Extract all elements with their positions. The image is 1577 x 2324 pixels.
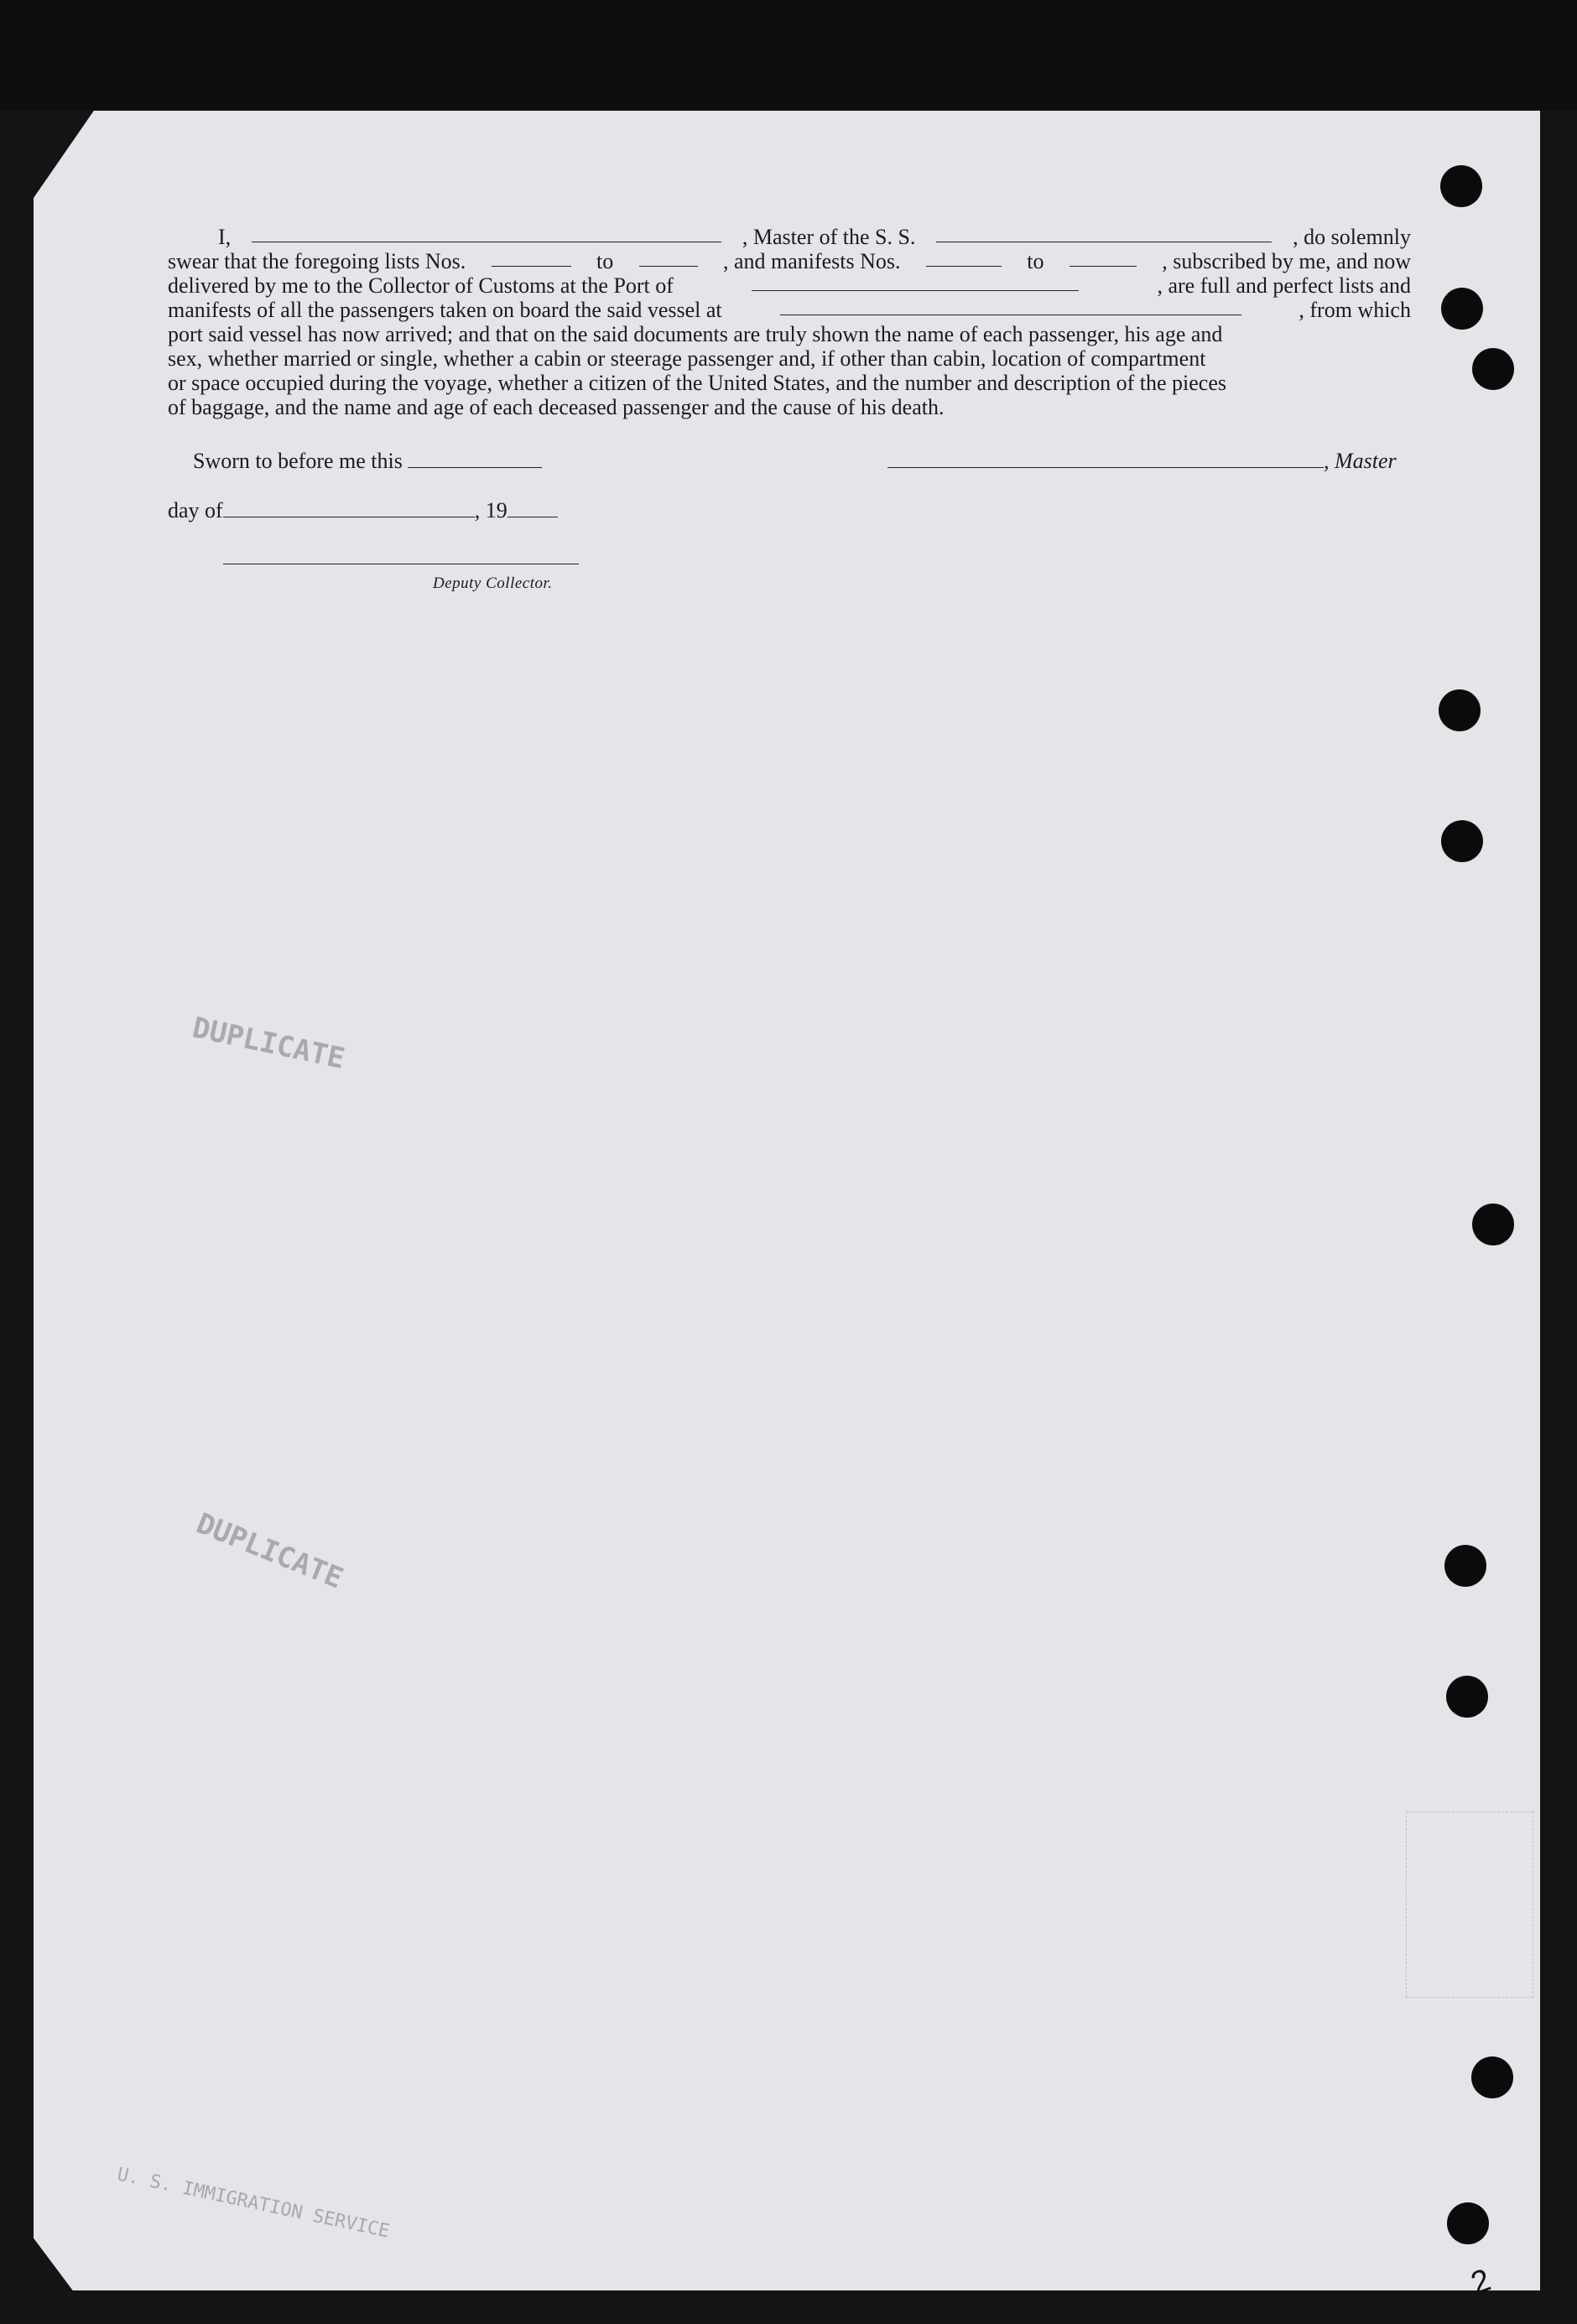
oath-port-of: delivered by me to the Collector of Customs at the Port of	[168, 273, 674, 298]
sworn-row	[193, 449, 542, 474]
binder-hole	[1472, 1204, 1514, 1245]
oath-from-which: , from which	[1299, 298, 1411, 322]
departure-port-blank	[780, 298, 1241, 315]
oath-manifests-nos: , and manifests Nos.	[722, 249, 901, 273]
month-blank	[223, 500, 475, 517]
deputy-collector-label: Deputy Collector.	[433, 575, 553, 592]
ship-name-blank	[936, 225, 1272, 242]
oath-vessel-at: manifests of all the passengers taken on board the said vessel at	[168, 298, 722, 322]
faint-bleedthrough-mark: U. S. IMMIGRATION SERVICE	[115, 2164, 392, 2243]
binder-hole	[1446, 1676, 1488, 1718]
lists-from-blank	[492, 249, 571, 267]
manifests-to-blank	[1070, 249, 1137, 267]
oath-subscribed: , subscribed by me, and now	[1162, 249, 1411, 273]
day-of-row	[168, 498, 558, 523]
oath-to-2: to	[1027, 249, 1044, 273]
deputy-collector-row	[433, 569, 553, 594]
day-of-label: day of	[168, 498, 223, 523]
oath-line-8: of baggage, and the name and age of each deceased passenger and the cause of his death.	[168, 395, 945, 419]
binder-hole	[1447, 2202, 1489, 2244]
duplicate-stamp-lower: DUPLICATE	[191, 1506, 348, 1596]
binder-hole	[1441, 820, 1483, 862]
port-blank	[752, 273, 1079, 291]
oath-do-solemnly: , do solemnly	[1293, 225, 1411, 249]
page-corner-mark: 2	[1466, 2262, 1496, 2302]
binder-hole	[1471, 2056, 1513, 2098]
oath-line-1	[168, 225, 1411, 249]
binder-hole	[1472, 348, 1514, 390]
binder-hole	[1440, 165, 1482, 207]
oath-full-perfect: , are full and perfect lists and	[1157, 273, 1411, 298]
oath-line-2	[168, 249, 1411, 273]
oath-paragraph	[168, 225, 1411, 419]
oath-master-of-ss: , Master of the S. S.	[742, 225, 916, 249]
edge-stamp-outline	[1406, 1812, 1533, 1998]
year-blank	[507, 500, 558, 517]
sworn-label: Sworn to before me this	[193, 449, 403, 473]
oath-line-5: port said vessel has now arrived; and that on the said documents are truly shown the name of each passenger, his age and	[168, 322, 1223, 346]
oath-line-3	[168, 273, 1411, 298]
oath-i: I,	[218, 225, 232, 249]
year-prefix: , 19	[474, 498, 507, 523]
oath-to-1: to	[596, 249, 614, 273]
binder-hole	[1439, 689, 1481, 731]
manifests-from-blank	[926, 249, 1002, 267]
oath-line-6: sex, whether married or single, whether a cabin or steerage passenger and, if other than cabin, location of compartment	[168, 346, 1206, 371]
master-label: , Master	[1324, 449, 1397, 473]
master-name-blank	[252, 225, 721, 242]
scanner-background	[0, 0, 1577, 111]
binder-hole	[1444, 1545, 1486, 1587]
oath-line-7: or space occupied during the voyage, whether a citizen of the United States, and the number and description of the pieces	[168, 371, 1227, 395]
oath-line-4	[168, 298, 1411, 322]
duplicate-stamp-upper: DUPLICATE	[189, 1011, 348, 1076]
sworn-day-blank	[408, 450, 542, 468]
master-signature-row	[887, 449, 1397, 474]
lists-to-blank	[639, 249, 698, 267]
binder-hole	[1441, 288, 1483, 330]
manifest-page	[34, 111, 1540, 2290]
master-signature-blank	[887, 450, 1324, 468]
oath-lists-nos: swear that the foregoing lists Nos.	[168, 249, 466, 273]
